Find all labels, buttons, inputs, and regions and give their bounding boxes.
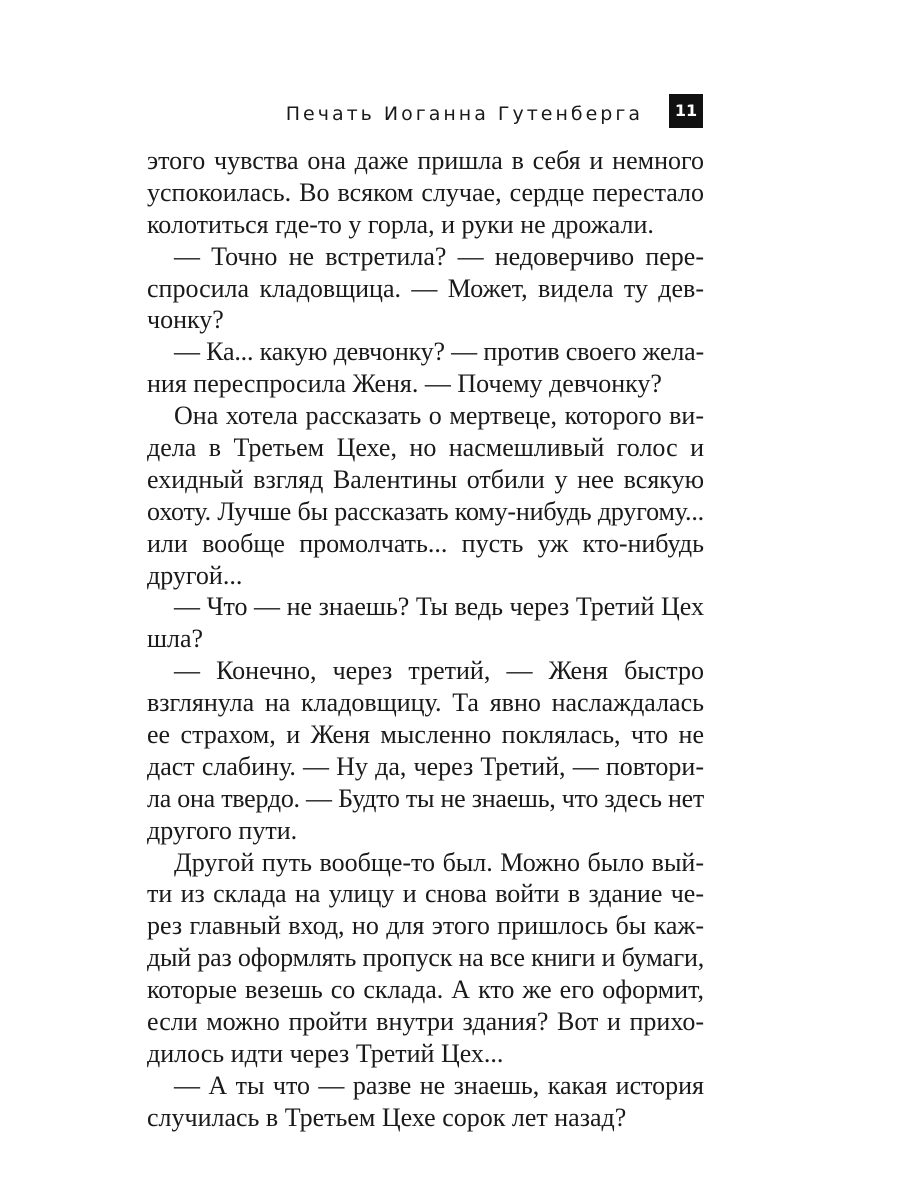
text-line: ния переспросила Женя. — Почему девчонку? [147,369,662,399]
text-line: успокоилась. Во всяком случае, сердце перестало [147,177,704,207]
text-line: ти из склада на улицу и снова войти в здание че- [147,879,704,909]
text-line: дела в Третьем Цехе, но насмешливый голос и [147,433,704,463]
text-line: другого пути. [147,815,298,845]
text-line: колотиться где-то у горла, и руки не дрожали. [147,209,654,239]
text-line: взглянула на кладовщицу. Та явно наслаждалась [147,688,704,718]
text-line: ла она твердо. — Будто ты не знаешь, что здесь нет [147,783,704,813]
page-number-badge: 11 [669,94,703,128]
text-line: Она хотела рассказать о мертвеце, которого ви- [174,401,704,431]
text-line: чонку? [147,305,224,335]
text-line: этого чувства она даже пришла в себя и немного [147,146,704,175]
text-line: ее страхом, и Женя мысленно поклялась, что не [147,720,704,750]
body-text [147,145,704,1134]
text-line: шла? [147,624,204,654]
text-line: или вообще промолчать... пусть уж кто-нибудь [147,528,704,558]
text-line: рез главный вход, но для этого пришлось бы каж- [147,911,704,941]
text-line: если можно пройти внутри здания? Вот и прихо- [147,1007,704,1037]
text-line: другой... [147,560,243,590]
text-line: охоту. Лучше бы рассказать кому-нибудь другому... [147,496,704,526]
text-line: дый раз оформлять пропуск на все книги и бумаги, [147,943,704,973]
text-line: случилась в Третьем Цехе сорок лет назад? [147,1102,627,1132]
text-line: которые везешь со склада. А кто же его оформит, [147,975,704,1005]
text-line: Другой путь вообще-то был. Можно было вый- [174,847,704,877]
text-line: — Точно не встретила? — недоверчиво пере- [174,241,704,271]
text-line: — Ка... какую девчонку? — против своего жела- [174,337,704,367]
text-line: ехидный взгляд Валентины отбили у нее всякую [147,464,704,494]
text-line: — Конечно, через третий, — Женя быстро [174,656,704,686]
text-line: — А ты что — разве не знаешь, какая история [174,1070,704,1100]
text-line: — Что — не знаешь? Ты ведь через Третий Цех [174,592,704,622]
text-line: спросила кладовщица. — Может, видела ту дев- [147,273,704,303]
text-line: даст слабину. — Ну да, через Третий, — повтори- [147,751,704,781]
text-line: дилось идти через Третий Цех... [147,1038,504,1068]
running-title: Печать Иоганна Гутенберга [285,103,643,125]
